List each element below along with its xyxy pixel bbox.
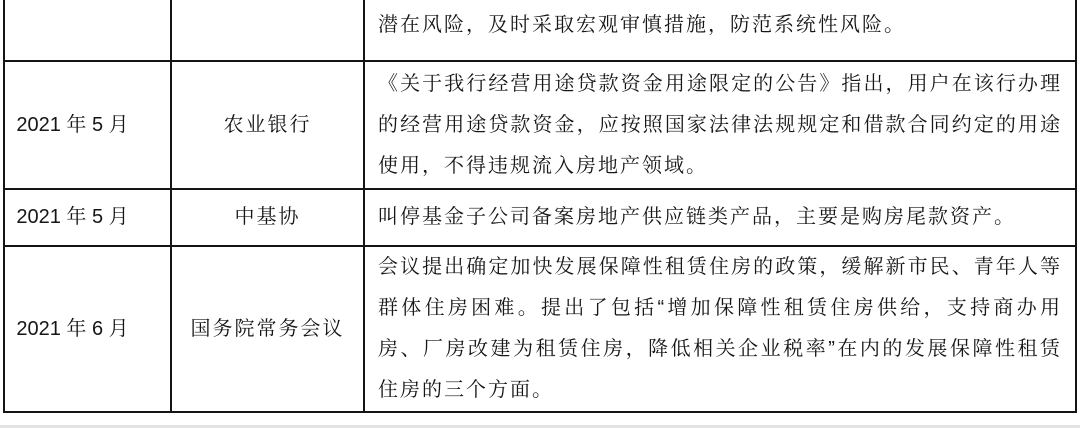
date-cell (4, 0, 171, 61)
table-row (4, 246, 1076, 412)
date-cell: 2021 年 5 月 (4, 61, 171, 189)
detail-cell: 潜在风险，及时采取宏观审慎措施，防范系统性风险。 (364, 0, 1076, 61)
institution-cell: 中基协 (171, 189, 364, 246)
date-cell: 2021 年 6 月 (4, 246, 171, 412)
institution-cell: 国务院常务会议 (171, 246, 364, 412)
date-cell: 2021 年 5 月 (4, 189, 171, 246)
institution-cell (171, 0, 364, 61)
policy-table (3, 0, 1077, 413)
table-row (4, 189, 1076, 246)
table-row (4, 0, 1076, 61)
table-row (4, 61, 1076, 189)
detail-cell: 会议提出确定加快发展保障性租赁住房的政策，缓解新市民、青年人等群体住房困难。提出了包括“增加保障性租赁住房供给，支持商办用房、厂房改建为租赁住房，降低相关企业税率”在内的发展保障性租赁住房的三个方面。 (364, 246, 1076, 412)
detail-cell: 叫停基金子公司备案房地产供应链类产品，主要是购房尾款资产。 (364, 189, 1076, 246)
institution-cell: 农业银行 (171, 61, 364, 189)
detail-cell: 《关于我行经营用途贷款资金用途限定的公告》指出，用户在该行办理的经营用途贷款资金，应按照国家法律法规规定和借款合同约定的用途使用，不得违规流入房地产领域。 (364, 61, 1076, 189)
